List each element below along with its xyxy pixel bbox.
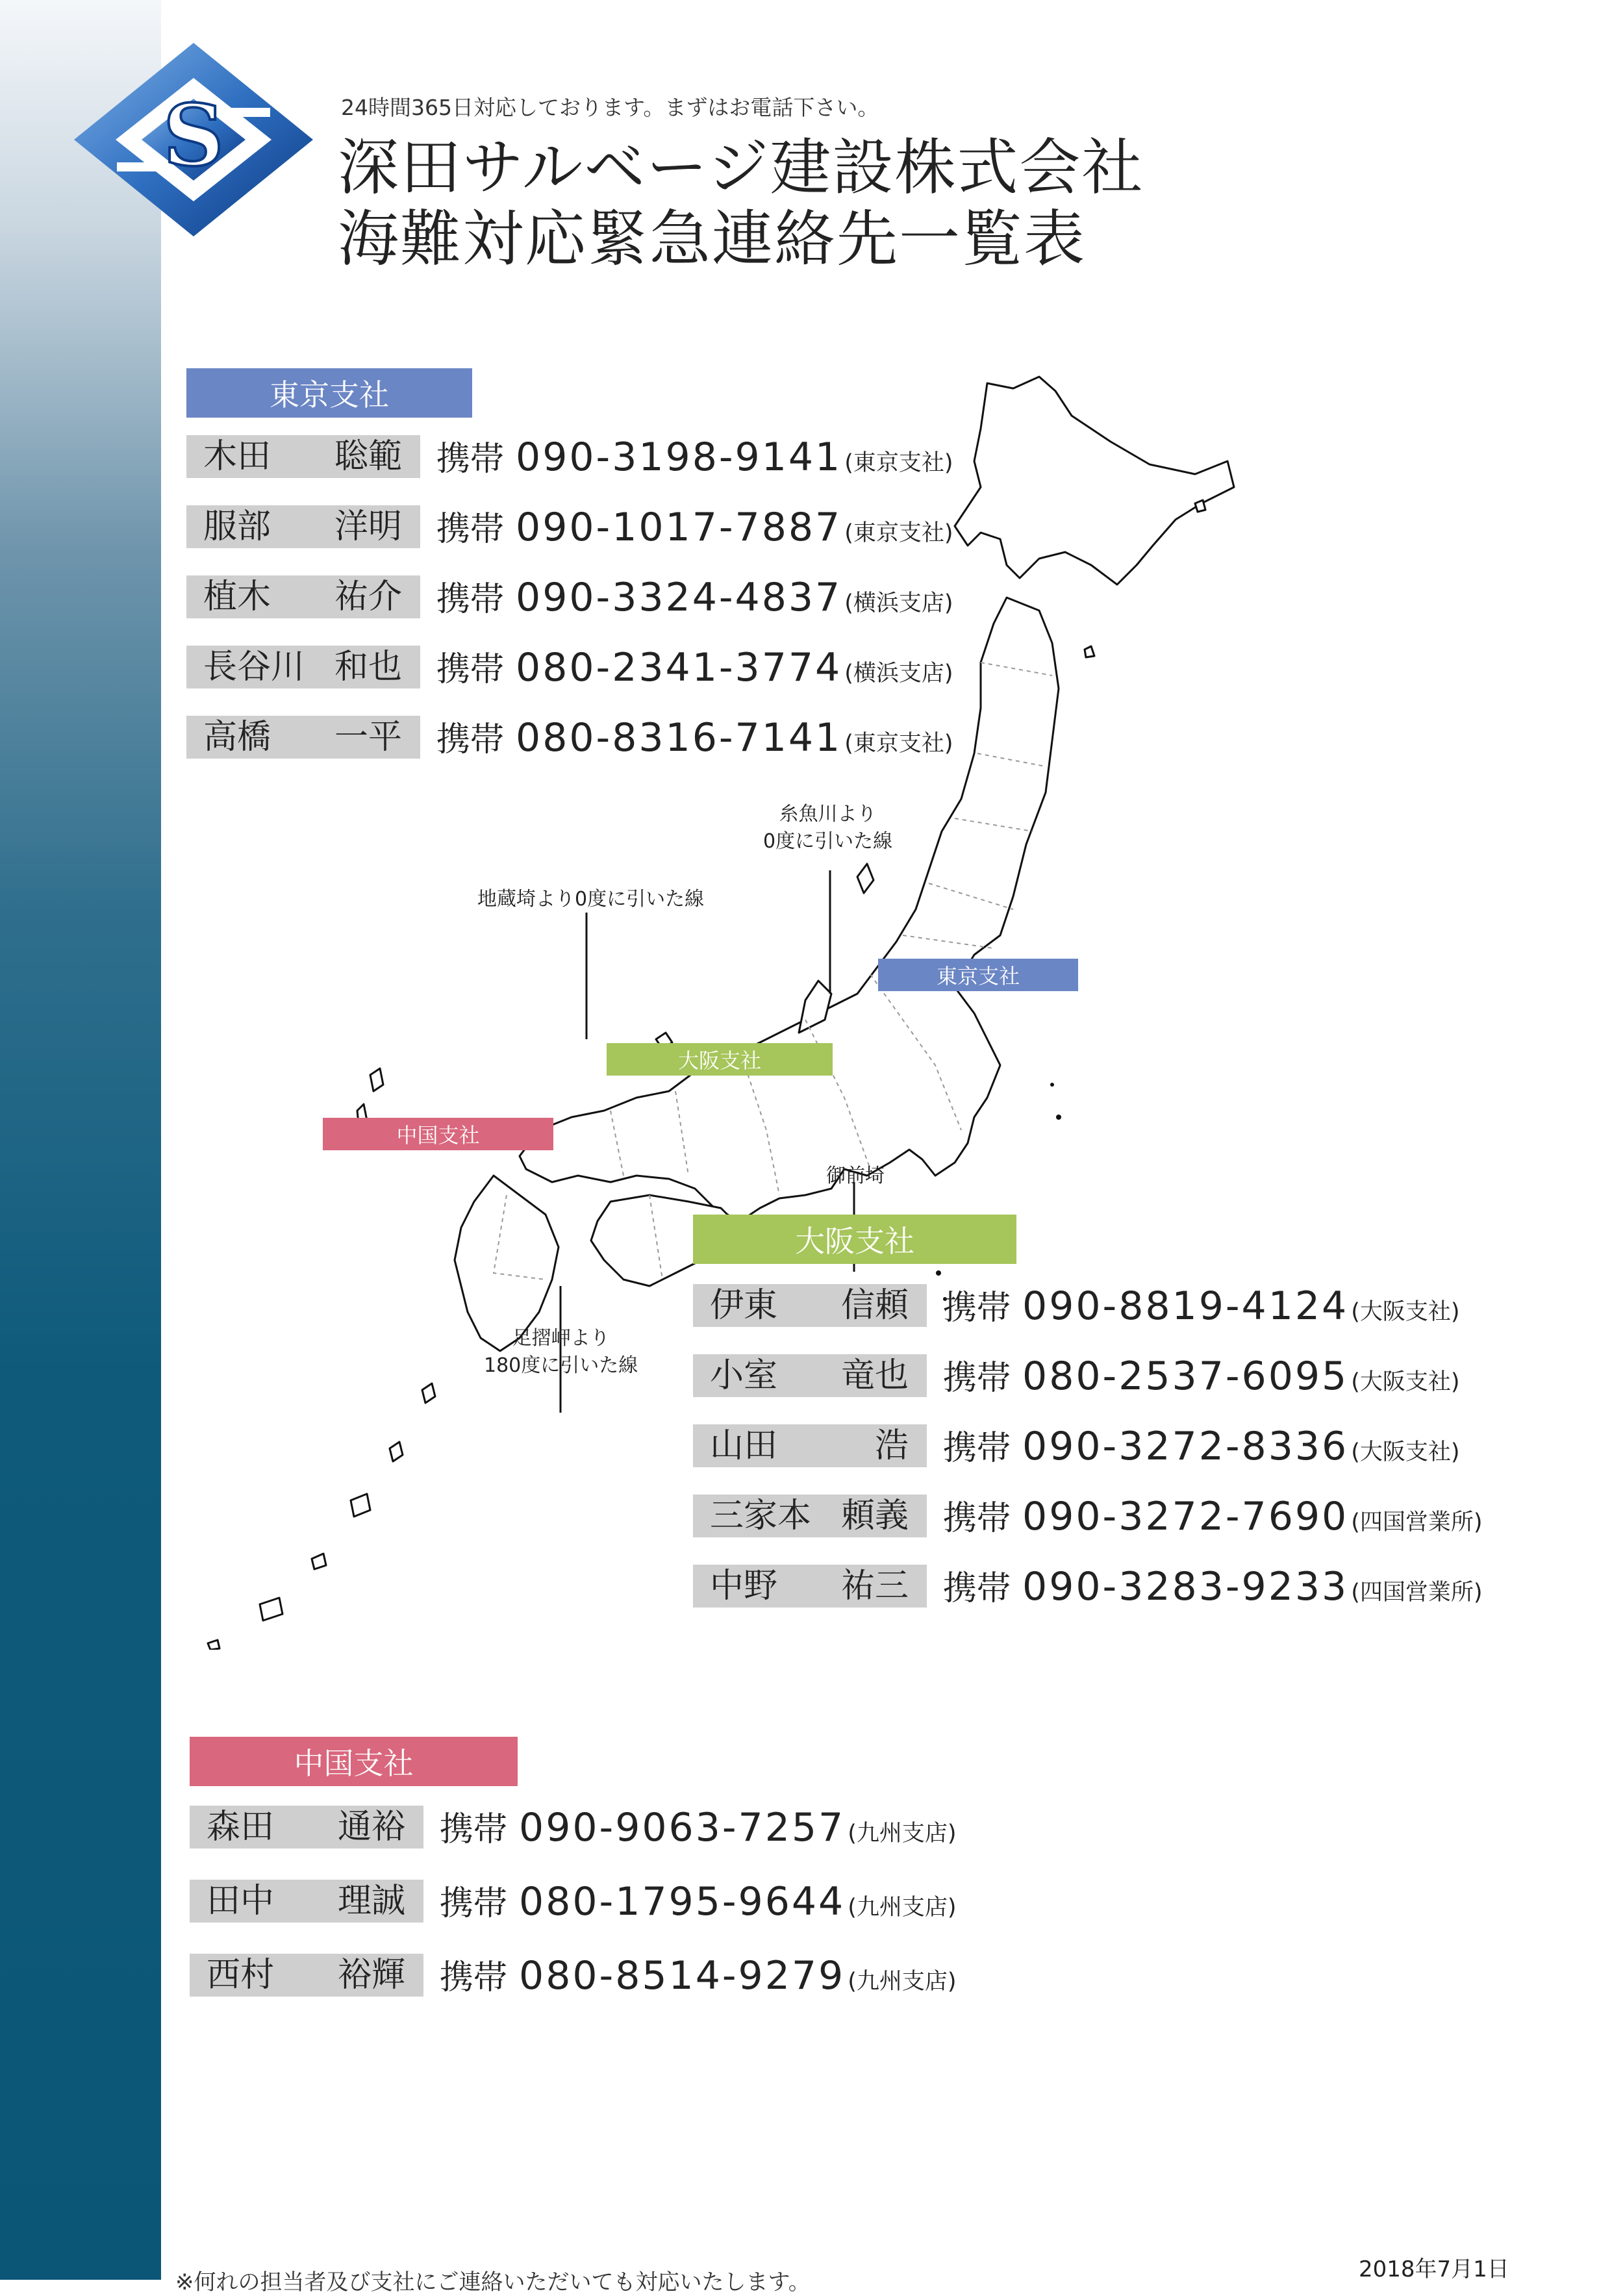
contact-name: 木田 聡範 — [186, 435, 420, 478]
map-tag-chugoku: 中国支社 — [323, 1118, 553, 1150]
section-title-osaka: 大阪支社 — [693, 1215, 1016, 1264]
map-tag-osaka: 大阪支社 — [607, 1043, 833, 1076]
omaezaki-label: 御前埼 — [826, 1165, 885, 1187]
contact-phone[interactable]: 携帯 090-3272-8336 (大阪支社) — [943, 1424, 1460, 1469]
contact-name: 高橋 一平 — [186, 716, 420, 759]
section-title-tokyo: 東京支社 — [186, 368, 472, 418]
sidebar-gradient — [0, 0, 161, 2280]
tagline: 24時間365日対応しております。まずはお電話下さい。 — [341, 95, 879, 120]
jizozaki-label: 地蔵埼より0度に引いた線 — [477, 888, 705, 911]
ashizuri-label: 足摺岬より 180度に引いた線 — [484, 1327, 638, 1377]
contact-phone[interactable]: 携帯 090-1017-7887 (東京支社) — [436, 505, 953, 550]
contact-phone[interactable]: 携帯 080-2341-3774 (横浜支店) — [436, 645, 953, 690]
section-title-chugoku: 中国支社 — [190, 1737, 518, 1786]
contact-name: 服部 洋明 — [186, 505, 420, 548]
footnote: ※何れの担当者及び支社にご連絡いただいても対応いたします。 — [175, 2269, 811, 2295]
svg-text:S: S — [163, 86, 224, 185]
contact-name: 山田 浩 — [693, 1424, 927, 1467]
contact-name: 伊東 信頼 — [693, 1284, 927, 1327]
contact-name: 小室 竜也 — [693, 1354, 927, 1397]
contact-phone[interactable]: 携帯 080-8316-7141 (東京支社) — [436, 715, 953, 761]
contact-name: 植木 祐介 — [186, 575, 420, 618]
contact-name: 西村 裕輝 — [190, 1954, 423, 1997]
contact-name: 森田 通裕 — [190, 1806, 423, 1848]
company-logo-icon — [70, 39, 317, 240]
contact-name: 長谷川 和也 — [186, 646, 420, 688]
company-name: 深田サルベージ建設株式会社 — [338, 132, 1144, 203]
contact-phone[interactable]: 携帯 090-8819-4124 (大阪支社) — [943, 1283, 1460, 1329]
contact-name: 中野 祐三 — [693, 1565, 927, 1608]
hokkaido-island — [955, 377, 1234, 585]
contact-phone[interactable]: 携帯 080-2537-6095 (大阪支社) — [943, 1354, 1460, 1399]
contact-name: 三家本 頼義 — [693, 1495, 927, 1537]
contact-phone[interactable]: 携帯 090-3283-9233 (四国営業所) — [943, 1564, 1483, 1609]
contact-phone[interactable]: 携帯 080-1795-9644 (九州支店) — [440, 1879, 957, 1924]
itoigawa-label: 糸魚川より 0度に引いた線 — [763, 803, 893, 853]
contact-phone[interactable]: 携帯 080-8514-9279 (九州支店) — [440, 1953, 957, 1999]
sado-island — [857, 864, 874, 893]
contact-name: 田中 理誠 — [190, 1880, 423, 1923]
document-title: 海難対応緊急連絡先一覧表 — [338, 204, 1087, 275]
contact-phone[interactable]: 携帯 090-3324-4837 (横浜支店) — [436, 575, 953, 620]
contact-phone[interactable]: 携帯 090-3272-7690 (四国営業所) — [943, 1494, 1483, 1539]
contact-phone[interactable]: 携帯 090-9063-7257 (九州支店) — [440, 1805, 957, 1850]
map-tag-tokyo: 東京支社 — [878, 959, 1078, 991]
contact-phone[interactable]: 携帯 090-3198-9141 (東京支社) — [436, 435, 953, 480]
issue-date: 2018年7月1日 — [1359, 2256, 1509, 2282]
